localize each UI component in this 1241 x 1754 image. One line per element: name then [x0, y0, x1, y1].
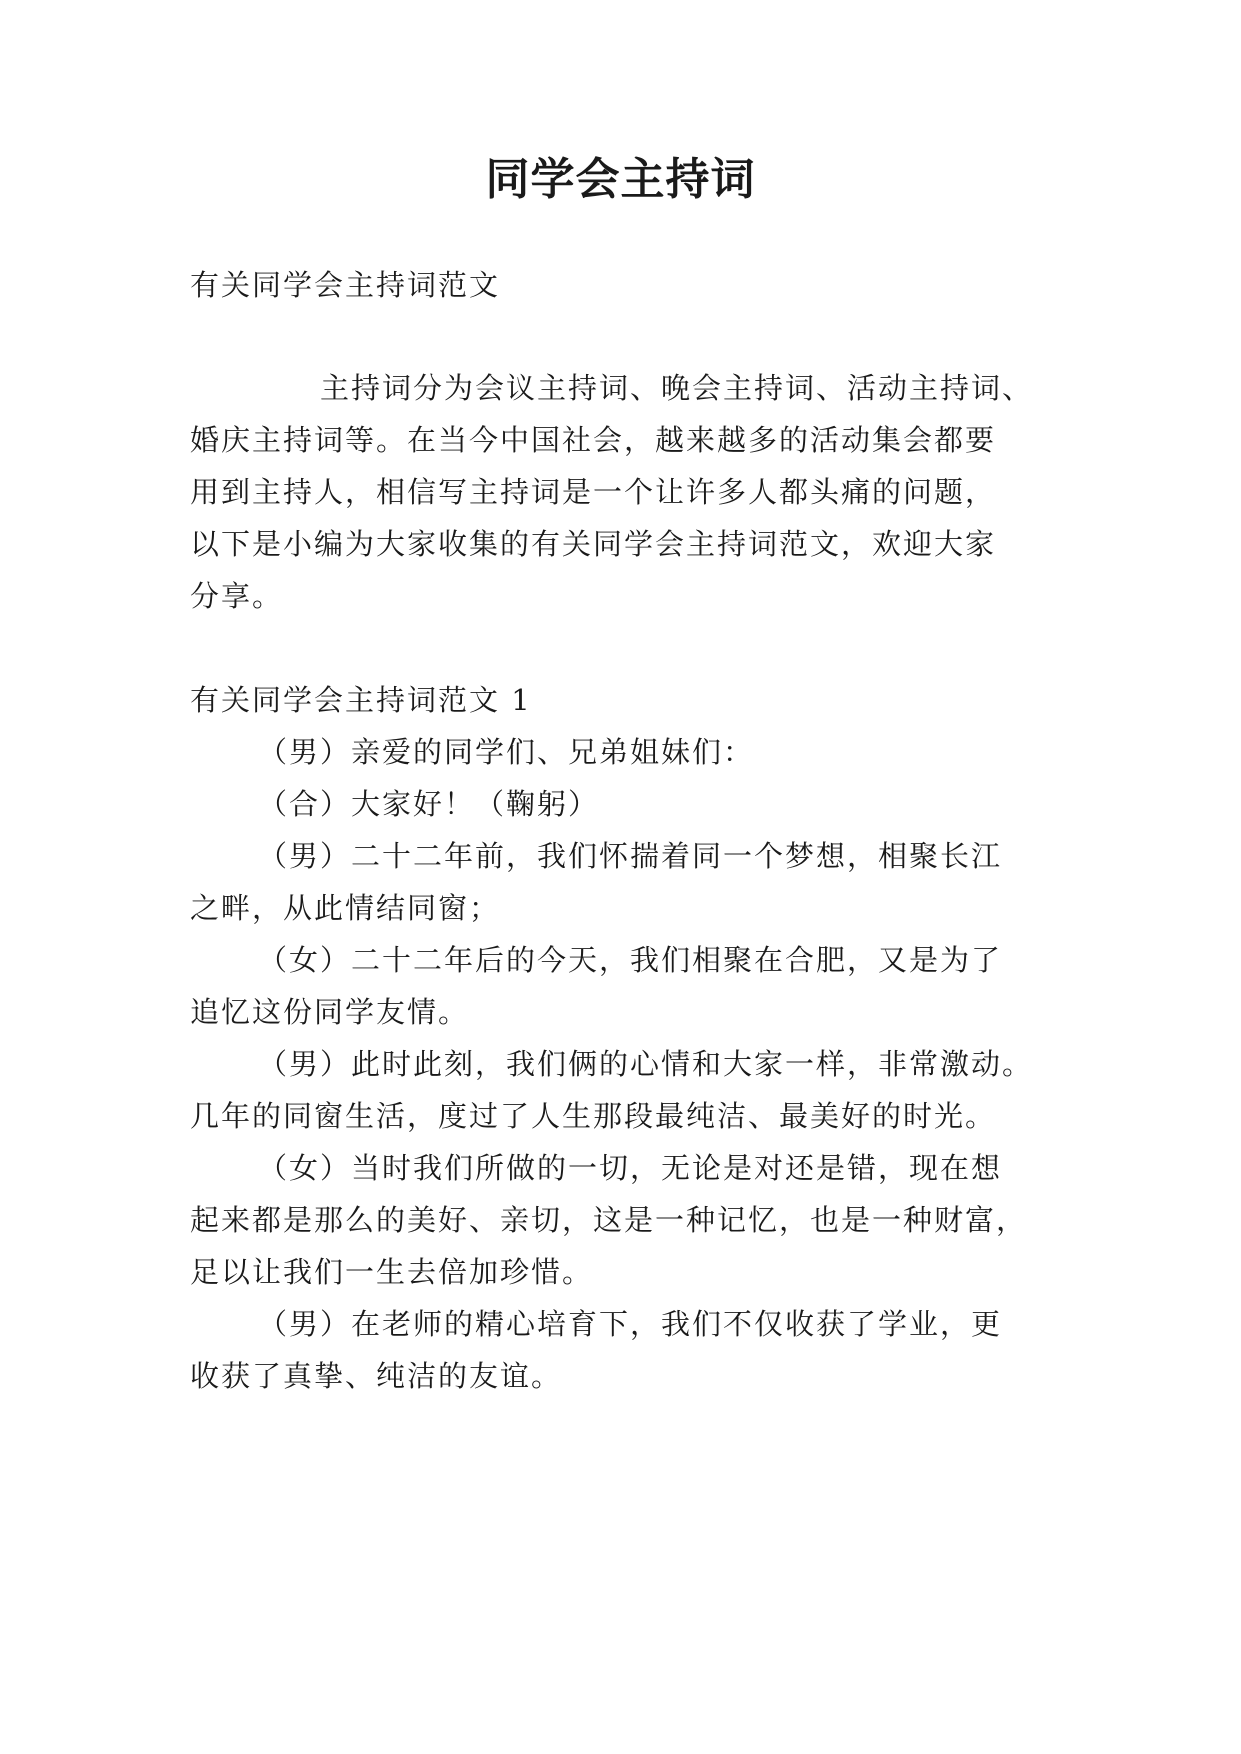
- body-line: 收获了真挚、纯洁的友谊。: [190, 1359, 563, 1393]
- section-heading: 有关同学会主持词范文 1: [190, 683, 532, 717]
- body-line: （女）二十二年后的今天，我们相聚在合肥，又是为了: [258, 943, 1003, 977]
- body-line: 之畔，从此情结同窗；: [190, 891, 501, 925]
- body-line: 起来都是那么的美好、亲切，这是一种记忆，也是一种财富，: [190, 1203, 1028, 1237]
- body-line: （男）二十二年前，我们怀揣着同一个梦想，相聚长江: [258, 839, 1003, 873]
- intro-line: 婚庆主持词等。在当今中国社会，越来越多的活动集会都要: [190, 423, 997, 457]
- document-title: 同学会主持词: [485, 154, 756, 205]
- body-line: 几年的同窗生活，度过了人生那段最纯洁、最美好的时光。: [190, 1099, 997, 1133]
- document-subtitle: 有关同学会主持词范文: [190, 268, 501, 302]
- body-line: 足以让我们一生去倍加珍惜。: [190, 1255, 594, 1289]
- body-line: （男）亲爱的同学们、兄弟姐妹们：: [258, 735, 755, 769]
- body-line: （男）在老师的精心培育下，我们不仅收获了学业，更: [258, 1307, 1003, 1341]
- intro-line: 以下是小编为大家收集的有关同学会主持词范文，欢迎大家: [190, 527, 997, 561]
- body-line: （合）大家好！（鞠躬）: [258, 787, 600, 821]
- intro-line: 用到主持人，相信写主持词是一个让许多人都头痛的问题，: [190, 475, 997, 509]
- body-line: （男）此时此刻，我们俩的心情和大家一样，非常激动。: [258, 1047, 1034, 1081]
- body-line: 追忆这份同学友情。: [190, 995, 470, 1029]
- intro-line: 分享。: [190, 579, 284, 613]
- body-line: （女）当时我们所做的一切，无论是对还是错，现在想: [258, 1151, 1003, 1185]
- intro-line: 主持词分为会议主持词、晚会主持词、活动主持词、: [320, 371, 1034, 405]
